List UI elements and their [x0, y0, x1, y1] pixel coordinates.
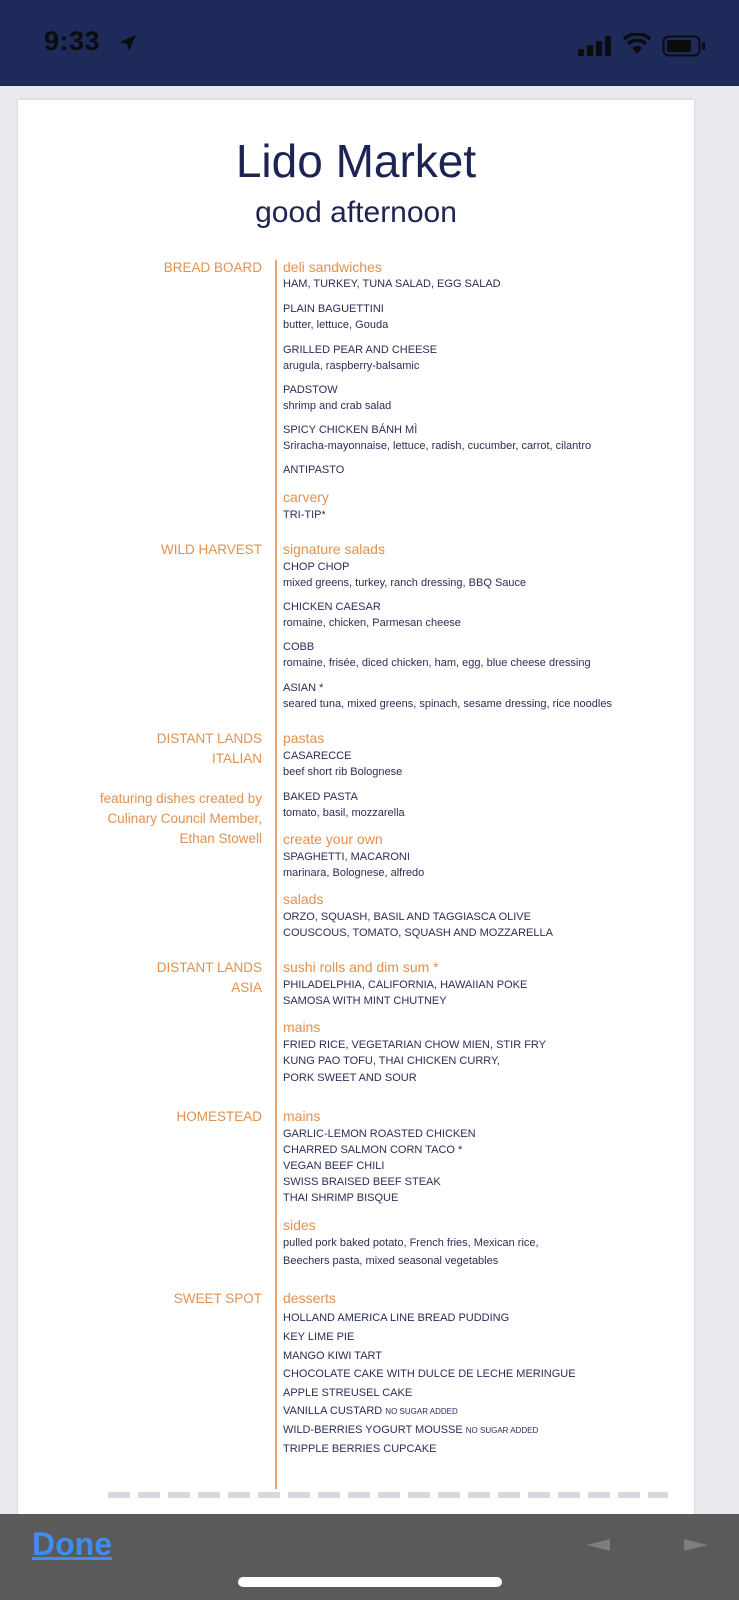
heading-deli-sandwiches: deli sandwiches	[283, 259, 382, 275]
bottom-toolbar	[0, 1514, 739, 1600]
menu-item-desc: Sriracha-mayonnaise, lettuce, radish, cucumber, carrot, cilantro	[283, 440, 592, 452]
menu-subtitle: good afternoon	[255, 196, 457, 229]
menu-item: TRIPPLE BERRIES CUPCAKE	[283, 1443, 437, 1455]
menu-item: PORK SWEET AND SOUR	[283, 1072, 417, 1084]
menu-item-desc: tomato, basil, mozzarella	[283, 807, 405, 819]
menu-item: CHOP CHOP	[283, 561, 350, 573]
section-label-homestead: HOMESTEAD	[176, 1109, 262, 1124]
menu-item: ASIAN *	[283, 682, 324, 694]
menu-item-desc: marinara, Bolognese, alfredo	[283, 867, 425, 879]
menu-item-desc: mixed greens, turkey, ranch dressing, BBQ Sauce	[283, 577, 527, 589]
home-indicator[interactable]	[238, 1577, 502, 1587]
battery-icon	[662, 35, 706, 57]
menu-item-desc: shrimp and crab salad	[283, 400, 392, 412]
menu-item: PADSTOW	[283, 384, 338, 396]
menu-item: THAI SHRIMP BISQUE	[283, 1192, 399, 1204]
menu-title: Lido Market	[235, 135, 477, 187]
section-label-distant-lands-asia: DISTANT LANDS ASIA	[156, 960, 262, 995]
heading-carvery: carvery	[283, 489, 329, 505]
heading-sides: sides	[283, 1217, 316, 1233]
menu-item: SWISS BRAISED BEEF STEAK	[283, 1176, 441, 1188]
menu-item: ANTIPASTO	[283, 464, 345, 476]
location-arrow-icon	[119, 34, 137, 52]
menu-item-desc: romaine, chicken, Parmesan cheese	[283, 617, 461, 629]
menu-item: PLAIN BAGUETTINI	[283, 303, 384, 315]
menu-item-desc: arugula, raspberry-balsamic	[283, 360, 420, 372]
heading-signature-salads: signature salads	[283, 541, 385, 557]
menu-item-name: WILD-BERRIES YOGURT MOUSSE	[283, 1424, 463, 1436]
next-arrow-icon[interactable]	[683, 1536, 709, 1554]
status-bar	[0, 0, 739, 86]
heading-salads: salads	[283, 891, 324, 907]
menu-item: ORZO, SQUASH, BASIL AND TAGGIASCA OLIVE	[283, 911, 531, 923]
menu-item: GRILLED PEAR AND CHEESE	[283, 344, 438, 356]
section-label-wild-harvest: WILD HARVEST	[160, 542, 262, 557]
menu-item-desc: romaine, frisée, diced chicken, ham, egg, blue cheese dressing	[283, 657, 591, 669]
menu-item: BAKED PASTA	[283, 791, 358, 803]
done-button[interactable]: Done	[32, 1526, 112, 1562]
menu-item: FRIED RICE, VEGETARIAN CHOW MIEN, STIR FRY	[283, 1039, 547, 1051]
heading-create-your-own: create your own	[283, 831, 383, 847]
menu-item: CHICKEN CAESAR	[283, 601, 381, 613]
menu-item: CHOCOLATE CAKE WITH DULCE DE LECHE MERINGUE	[283, 1368, 576, 1380]
section-label-distant-lands-italian: DISTANT LANDS ITALIAN	[156, 731, 262, 766]
menu-item-desc: seared tuna, mixed greens, spinach, sesame dressing, rice noodles	[283, 698, 612, 710]
menu-item: COUSCOUS, TOMATO, SQUASH AND MOZZARELLA	[283, 927, 553, 939]
menu-item: Beechers pasta, mixed seasonal vegetables	[283, 1255, 499, 1267]
menu-item-desc: beef short rib Bolognese	[283, 766, 403, 778]
section-divider	[275, 260, 277, 1489]
status-time: 9:33	[44, 26, 101, 56]
menu-item: APPLE STREUSEL CAKE	[283, 1387, 413, 1399]
menu-item: VEGAN BEEF CHILI	[283, 1160, 385, 1172]
menu-item: HAM, TURKEY, TUNA SALAD, EGG SALAD	[283, 278, 501, 290]
menu-document[interactable]	[18, 100, 694, 1515]
heading-homestead-mains: mains	[283, 1108, 321, 1124]
heading-sushi: sushi rolls and dim sum *	[283, 959, 439, 975]
menu-item: HOLLAND AMERICA LINE BREAD PUDDING	[283, 1312, 510, 1324]
menu-item	[283, 1424, 538, 1436]
cellular-signal-icon	[578, 36, 612, 56]
menu-item: CHARRED SALMON CORN TACO *	[283, 1144, 463, 1156]
menu-item-name: VANILLA CUSTARD	[283, 1405, 383, 1417]
heading-desserts: desserts	[283, 1290, 336, 1306]
menu-item: MANGO KIWI TART	[283, 1350, 383, 1362]
menu-item: GARLIC-LEMON ROASTED CHICKEN	[283, 1128, 476, 1140]
no-sugar-note: NO SUGAR ADDED	[385, 1407, 458, 1416]
menu-item: COBB	[283, 641, 315, 653]
menu-item: pulled pork baked potato, French fries, Mexican rice,	[283, 1237, 539, 1249]
menu-item: CASARECCE	[283, 750, 352, 762]
menu-item: TRI-TIP*	[283, 509, 326, 521]
heading-pastas: pastas	[283, 730, 325, 746]
menu-item	[283, 1405, 458, 1417]
previous-arrow-icon[interactable]	[585, 1536, 611, 1554]
menu-item-desc: butter, lettuce, Gouda	[283, 319, 389, 331]
cutoff-footnote	[108, 1492, 668, 1498]
wifi-icon	[623, 33, 651, 55]
menu-item: SPICY CHICKEN BÁNH MÌ	[283, 424, 418, 436]
section-label-bread-board: BREAD BOARD	[163, 260, 262, 275]
menu-item: PHILADELPHIA, CALIFORNIA, HAWAIIAN POKE	[283, 979, 528, 991]
menu-item: KEY LIME PIE	[283, 1331, 355, 1343]
menu-item: SPAGHETTI, MACARONI	[283, 851, 410, 863]
menu-item: SAMOSA WITH MINT CHUTNEY	[283, 995, 447, 1007]
section-label-featuring: featuring dishes created by Culinary Council Member, Ethan Stowell	[99, 791, 262, 846]
no-sugar-note: NO SUGAR ADDED	[465, 1426, 539, 1435]
section-label-sweet-spot: SWEET SPOT	[173, 1291, 262, 1306]
heading-asia-mains: mains	[283, 1019, 321, 1035]
menu-item: KUNG PAO TOFU, THAI CHICKEN CURRY,	[283, 1055, 500, 1067]
